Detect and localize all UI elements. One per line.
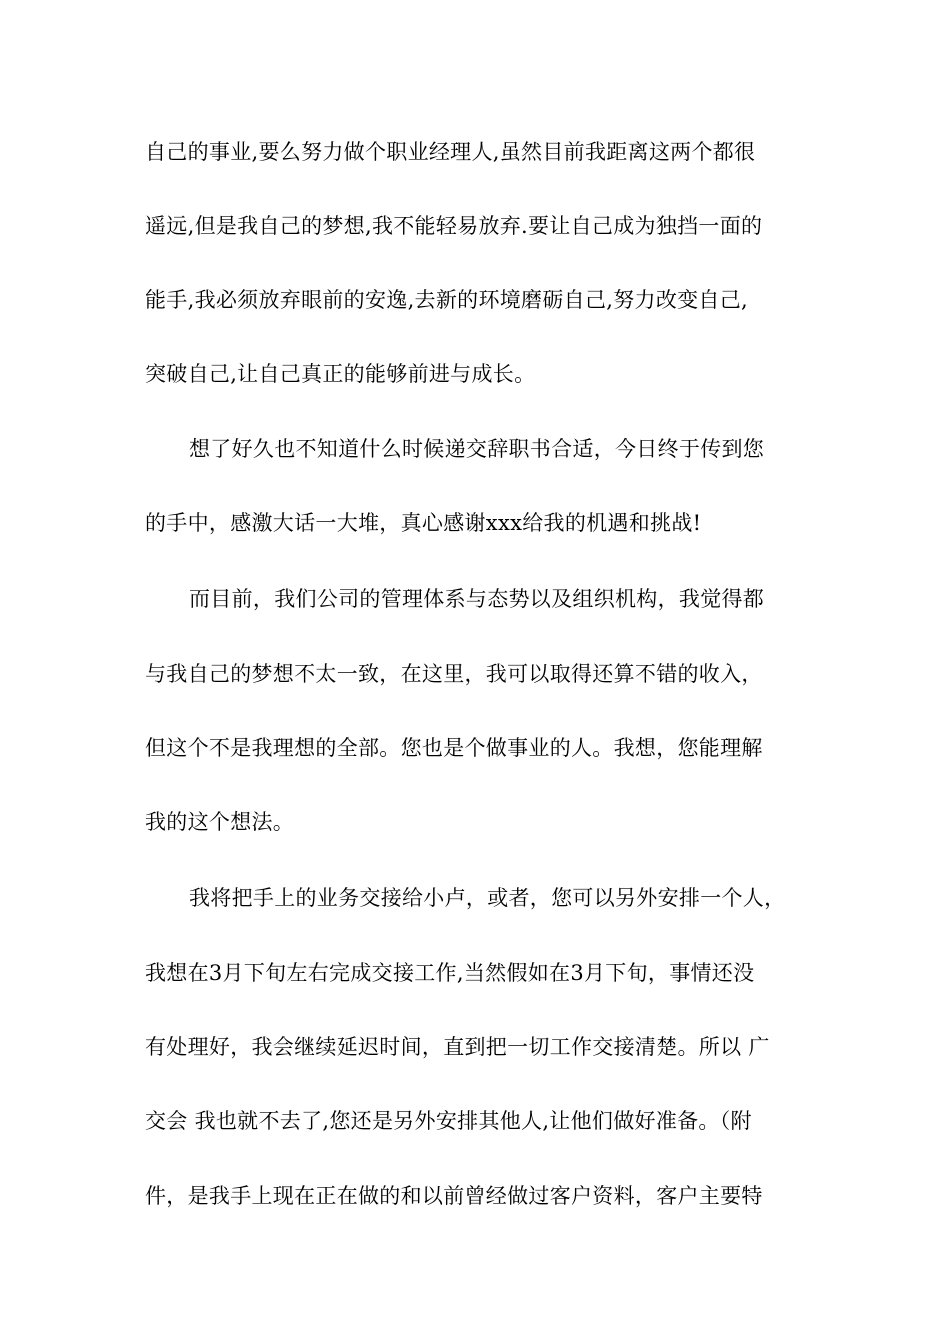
text-line-15: 件，是我手上现在正在做的和以前曾经做过客户资料，客户主要特 (145, 1184, 763, 1208)
text-line-1: 自己的事业,要么努力做个职业经理人,虽然目前我距离这两个都很 (145, 140, 756, 164)
text-line-13: 有处理好，我会继续延迟时间，直到把一切工作交接清楚。所以 广 (145, 1035, 770, 1059)
text-line-9: 但这个不是我理想的全部。您也是个做事业的人。我想，您能理解 (145, 736, 763, 760)
text-line-7: 而目前，我们公司的管理体系与态势以及组织机构，我觉得都 (189, 587, 765, 611)
text-line-5: 想了好久也不知道什么时候递交辞职书合适，今日终于传到您 (189, 437, 765, 461)
text-line-3: 能手,我必须放弃眼前的安逸,去新的环境磨砺自己,努力改变自己, (145, 288, 748, 312)
text-line-2: 遥远,但是我自己的梦想,我不能轻易放弃.要让自己成为独挡一面的 (145, 214, 763, 238)
text-line-4: 突破自己,让自己真正的能够前进与成长。 (145, 362, 536, 386)
text-line-6: 的手中，感激大话一大堆，真心感谢xxx给我的机遇和挑战! (145, 511, 702, 535)
text-line-10: 我的这个想法。 (145, 810, 295, 834)
text-line-8: 与我自己的梦想不太一致，在这里，我可以取得还算不错的收入， (145, 662, 763, 686)
text-line-11: 我将把手上的业务交接给小卢，或者，您可以另外安排一个人， (189, 886, 786, 910)
text-line-14: 交会 我也就不去了,您还是另外安排其他人,让他们做好准备。（附 (145, 1109, 752, 1133)
text-line-12: 我想在3月下旬左右完成交接工作,当然假如在3月下旬，事情还没 (145, 961, 755, 985)
